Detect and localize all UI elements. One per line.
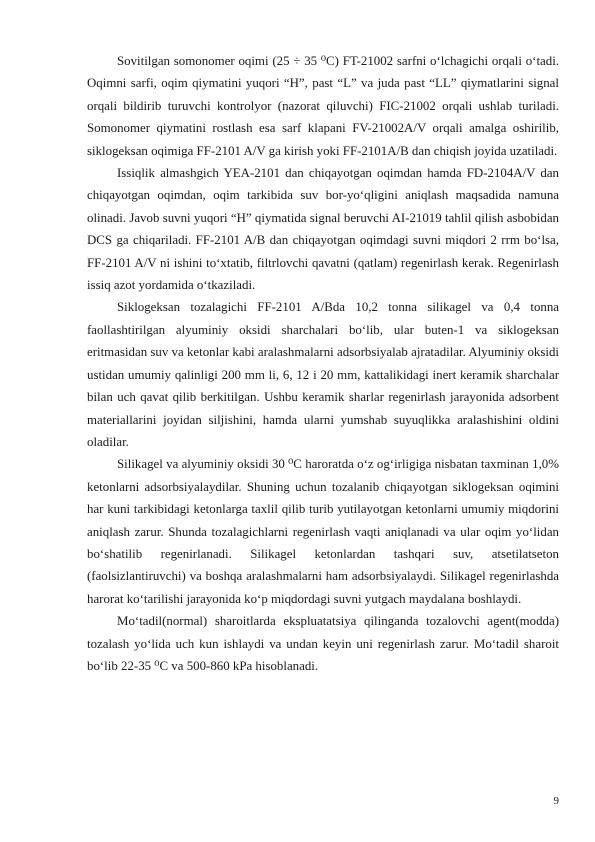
paragraph-5: Mo‘tadil(normal) sharoitlarda ekspluatatsiya qilinganda tozalovchi agent(modda) tozalash yo‘lida uch kun ishlaydi va undan keyin uni regenirlash zarur. Mo‘tadil sharoit bo‘lib 22-35 ⁰C va 500-860 kPa hisoblanadi. [87,614,559,673]
paragraph-2: Issiqlik almashgich YEA-2101 dan chiqayotgan oqimdan hamda FD-2104A/V dan chiqayotgan oqimdan, oqim tarkibida suv bor-yo‘qligini aniqlash maqsadida namuna olinadi. Javob suvni yuqori “H” qiymatida signal beruvchi AI-21019 tahlil qilish asbobidan DCS ga chiqariladi. FF-2101 A/B dan chiqayotgan oqimdagi suvni miqdori 2 rrm bo‘lsa, FF-2101 A/V ni ishini to‘xtatib, filtrlovchi qavatni (qatlam) regenirlash kerak. Regenirlash issiq azot yordamida o‘tkaziladi. [87,166,559,293]
paragraph-3: Siklogeksan tozalagichi FF-2101 A/Bda 10,2 tonna silikagel va 0,4 tonna faollashtirilgan alyuminiy oksidi sharchalari bo‘lib, ular buten-1 va siklogeksan eritmasidan suv va ketonlar kabi aralashmalarni adsorbsiyalab ajratadilar. Alyuminiy oksidi ustidan umumiy qalinligi 200 mm li, 6, 12 i 20 mm, kattalikidagi inert keramik sharchalar bilan uch qavat qilib berkitilgan. Ushbu keramik sharlar regenirlash jarayonida adsorbent materiallarini joyidan siljishini, hamda ularni yumshab suyuqlikka aralashishini oldini oladilar. [87,300,559,449]
page-number: 9 [553,795,559,807]
paragraph-4: Silikagel va alyuminiy oksidi 30 ⁰C haroratda o‘z og‘irligiga nisbatan taxminan 1,0% ketonlarni adsorbsiyalaydilar. Shuning uchun tozalanib chiqayotgan siklogeksan oqimini har kuni tarkibidagi ketonlarga taxlil qilib turib yutilayotgan ketonlarni umumiy miqdorini aniqlash zarur. Shunda tozalagichlarni regenirlash vaqti aniqlanadi va ular oqim yo‘lidan bo‘shatilib regenirlanadi. Silikagel ketonlardan tashqari suv, atsetilatseton (faolsizlantiruvchi) va boshqa aralashmalarni ham adsorbsiyalaydi. Silikagel regenirlashda harorat ko‘tarilishi jarayonida ko‘p miqdordagi suvni yutgach maydalana boshlaydi. [87,457,559,606]
document-body [87,50,559,677]
paragraph-1: Sovitilgan somonomer oqimi (25 ÷ 35 ⁰C) FT-21002 sarfni o‘lchagichi orqali o‘tadi. Oqimni sarfi, oqim qiymatini yuqori “H”, past “L” va juda past “LL” qiymatlarini signal orqali bildirib turuvchi kontrolyor (nazorat qiluvchi) FIC-21002 orqali ushlab turiladi. Somonomer qiymatini rostlash esa sarf klapani FV-21002A/V orqali amalga oshirilib, siklogeksan oqimiga FF-2101 A/V ga kirish yoki FF-2101A/B dan chiqish joyida uzatiladi. [87,54,559,158]
